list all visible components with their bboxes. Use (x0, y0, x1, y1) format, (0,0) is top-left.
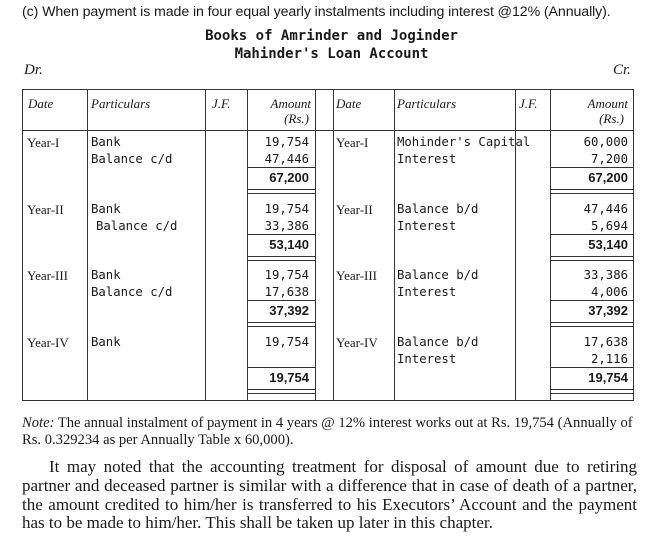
debit-particular: Balance c/d (96, 219, 178, 233)
header-particulars-debit: Particulars (91, 96, 151, 111)
credit-total-rule-double (550, 193, 633, 194)
debit-total: 53,140 (269, 237, 309, 252)
credit-label: Cr. (613, 62, 631, 78)
note-text: The annual instalment of payment in 4 years @ 12% interest works out at Rs. 19,754 (Annually of Rs. 0.329234 as per Annually Table x 60,000). (22, 415, 633, 448)
credit-amount: 33,386 (583, 268, 628, 282)
credit-total-rule-bottom (550, 189, 633, 190)
credit-date: Year-III (336, 268, 378, 283)
debit-particular: Bank (91, 335, 121, 349)
ledger-bottom-border (22, 400, 634, 401)
ledger-column-divider (22, 89, 23, 401)
credit-particular: Balance b/d (397, 202, 479, 216)
debit-amount: 47,446 (264, 152, 309, 166)
credit-total: 67,200 (588, 170, 628, 185)
debit-particular: Balance c/d (91, 285, 173, 299)
ledger-column-divider (333, 89, 334, 401)
credit-date: Year-I (336, 135, 369, 150)
note-label: Note: (22, 415, 55, 431)
credit-total-rule-bottom (550, 389, 633, 390)
debit-date: Year-II (27, 202, 64, 217)
ledger-column-divider (633, 89, 634, 401)
books-title: Books of Amrinder and Joginder (205, 28, 458, 44)
credit-total-rule-top (550, 300, 633, 301)
credit-amount: 47,446 (583, 202, 628, 216)
debit-date: Year-IV (27, 335, 69, 350)
debit-total-rule-bottom (247, 389, 315, 390)
ledger-header-divider (22, 130, 634, 131)
section-heading: (c) When payment is made in four equal yearly instalments including interest @12% (Annually). (22, 4, 611, 20)
debit-total-rule-double (247, 326, 315, 327)
credit-amount: 5,694 (590, 219, 628, 233)
credit-total-rule-double (550, 393, 633, 394)
debit-amount: 19,754 (264, 202, 309, 216)
credit-total-rule-bottom (550, 256, 633, 257)
header-particulars-credit: Particulars (397, 96, 457, 111)
debit-total-rule-double (247, 260, 315, 261)
credit-total-rule-double (550, 260, 633, 261)
debit-total-rule-bottom (247, 322, 315, 323)
debit-amount: 17,638 (264, 285, 309, 299)
credit-amount: 60,000 (583, 135, 628, 149)
credit-total-rule-bottom (550, 322, 633, 323)
credit-total: 37,392 (588, 303, 628, 318)
credit-date: Year-II (336, 202, 373, 217)
header-amount-credit: Amount (587, 96, 628, 111)
debit-total-rule-top (247, 367, 315, 368)
ledger-column-divider (315, 89, 316, 401)
debit-amount: 19,754 (264, 335, 309, 349)
header-amount-debit: Amount (270, 96, 311, 111)
debit-total-rule-top (247, 234, 315, 235)
credit-particular: Interest (397, 352, 457, 366)
debit-amount: 33,386 (264, 219, 309, 233)
debit-particular: Bank (91, 202, 121, 216)
credit-total-rule-top (550, 167, 633, 168)
credit-amount: 17,638 (583, 335, 628, 349)
debit-total-rule-bottom (247, 256, 315, 257)
ledger-column-divider (394, 89, 395, 401)
debit-total: 37,392 (269, 303, 309, 318)
credit-total: 53,140 (588, 237, 628, 252)
header-date-debit: Date (28, 96, 54, 111)
credit-total-rule-top (550, 367, 633, 368)
credit-particular: Interest (397, 285, 457, 299)
debit-amount: 19,754 (264, 268, 309, 282)
debit-particular: Bank (91, 268, 121, 282)
ledger-table (22, 89, 634, 401)
debit-total-rule-top (247, 167, 315, 168)
credit-particular: Balance b/d (397, 335, 479, 349)
credit-particular: Balance b/d (397, 268, 479, 282)
debit-particular: Bank (91, 135, 121, 149)
debit-date: Year-III (27, 268, 69, 283)
ledger-column-divider (87, 89, 88, 401)
debit-total: 19,754 (269, 370, 309, 385)
debit-total-rule-double (247, 193, 315, 194)
credit-particular: Interest (397, 152, 457, 166)
debit-total-rule-top (247, 300, 315, 301)
note (22, 415, 637, 449)
credit-particular: Interest (397, 219, 457, 233)
ledger-column-divider (205, 89, 206, 401)
account-title: Mahinder's Loan Account (234, 46, 429, 62)
header-amount-unit-debit: (Rs.) (284, 111, 309, 126)
debit-particular: Balance c/d (91, 152, 173, 166)
debit-date: Year-I (27, 135, 60, 150)
credit-amount: 7,200 (590, 152, 628, 166)
ledger-top-border (22, 89, 634, 90)
header-jf-credit: J.F. (519, 96, 538, 111)
credit-total: 19,754 (588, 370, 628, 385)
credit-total-rule-double (550, 326, 633, 327)
credit-amount: 2,116 (590, 352, 628, 366)
debit-label: Dr. (24, 62, 43, 78)
header-date-credit: Date (336, 96, 362, 111)
credit-amount: 4,006 (590, 285, 628, 299)
credit-total-rule-top (550, 234, 633, 235)
credit-particular: Mohinder's Capital (397, 135, 531, 149)
debit-amount: 19,754 (264, 135, 309, 149)
debit-total-rule-bottom (247, 189, 315, 190)
debit-total-rule-double (247, 393, 315, 394)
debit-total: 67,200 (269, 170, 309, 185)
credit-date: Year-IV (336, 335, 378, 350)
header-amount-unit-credit: (Rs.) (599, 111, 624, 126)
header-jf-debit: J.F. (212, 96, 231, 111)
explanation-paragraph: It may noted that the accounting treatment for disposal of amount due to retiring partner and deceased partner is similar with a difference that in case of death of a partner, the amount credited to him/her is transferred to his Executors’ Account and the payment has to be made to him/her. This shall be taken up later in this chapter. (22, 457, 637, 533)
